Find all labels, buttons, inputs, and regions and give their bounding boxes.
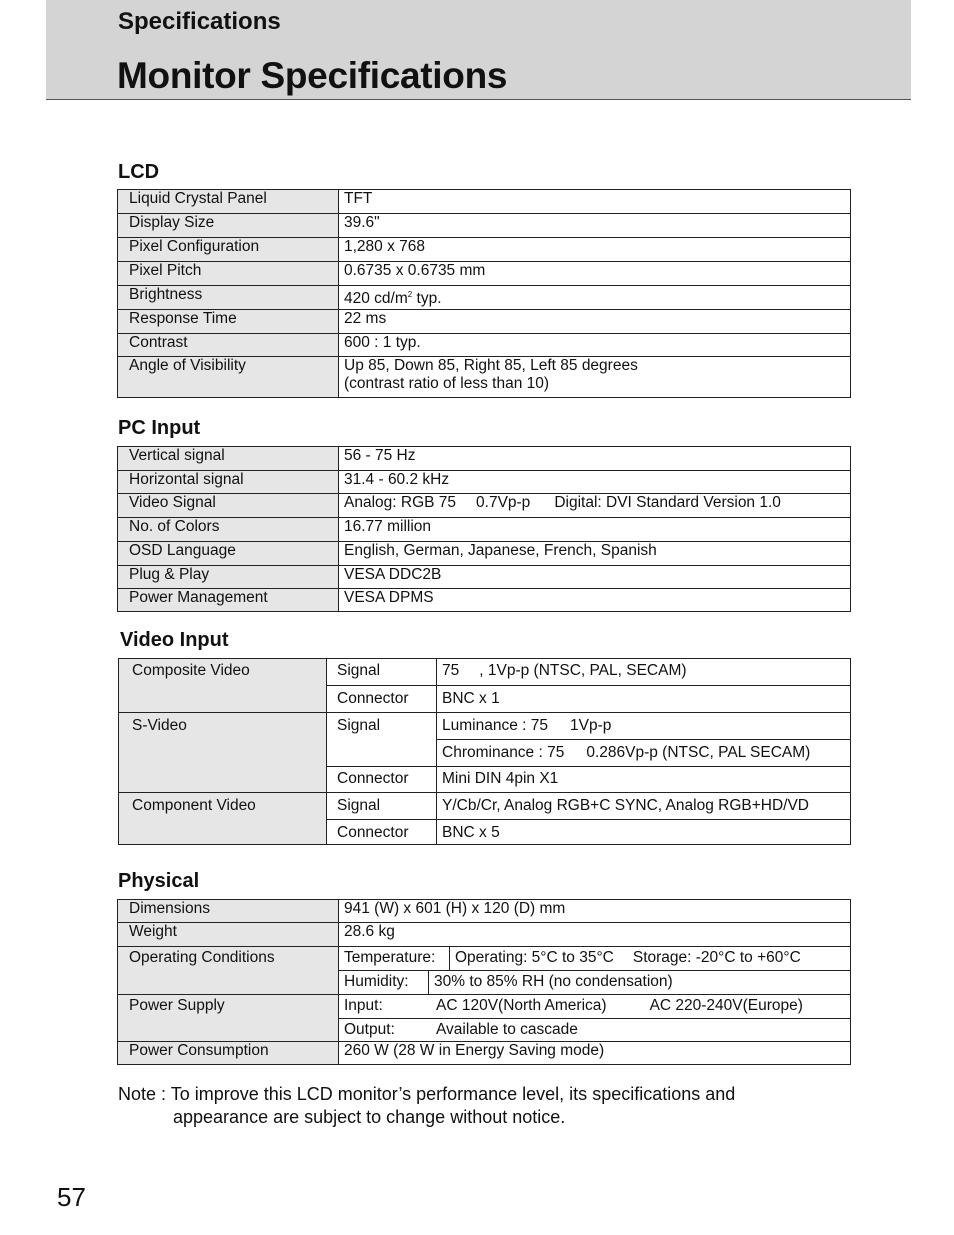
note-line-1: Note : To improve this LCD monitor’s performance level, its specifications and <box>118 1084 736 1104</box>
row-value: 39.6" <box>339 214 851 238</box>
table-row <box>118 1042 851 1065</box>
row-value: 22 ms <box>339 310 851 334</box>
power-consumption-value: 260 W (28 W in Energy Saving mode) <box>339 1042 851 1065</box>
humidity-value: 30% to 85% RH (no condensation) <box>429 971 851 995</box>
row-label: Brightness <box>118 286 339 310</box>
table-row <box>118 214 851 238</box>
row-label: Display Size <box>118 214 339 238</box>
row-value: 16.77 million <box>339 518 851 542</box>
chrominance-impedance: Chrominance : 75 <box>442 744 565 761</box>
row-label: Liquid Crystal Panel <box>118 190 339 214</box>
dimensions-value: 941 (W) x 601 (H) x 120 (D) mm <box>339 900 851 923</box>
chrominance-spec: 0.286Vp-p (NTSC, PAL SECAM) <box>586 744 811 761</box>
pc-input-heading: PC Input <box>118 417 201 439</box>
table-row <box>118 900 851 923</box>
row-label: Video Signal <box>118 494 339 518</box>
table-row <box>118 518 851 542</box>
row-label: Horizontal signal <box>118 471 339 494</box>
weight-value: 28.6 kg <box>339 923 851 947</box>
table-row <box>118 589 851 612</box>
row-label: OSD Language <box>118 542 339 566</box>
lcd-heading: LCD <box>118 161 160 183</box>
video-signal-digital: Digital: DVI Standard Version 1.0 <box>554 494 781 511</box>
row-label: Pixel Pitch <box>118 262 339 286</box>
row-value <box>339 357 851 398</box>
row-value: 56 - 75 Hz <box>339 447 851 471</box>
brightness-suffix: typ. <box>412 290 442 308</box>
temperature-label: Temperature: <box>339 947 450 971</box>
component-signal-value: Y/Cb/Cr, Analog RGB+C SYNC, Analog RGB+HD/VD <box>437 793 851 820</box>
row-label: Power Management <box>118 589 339 612</box>
physical-heading: Physical <box>118 870 200 892</box>
composite-signal-spec: , 1Vp-p (NTSC, PAL, SECAM) <box>479 662 687 679</box>
output-value: Available to cascade <box>436 1021 578 1038</box>
composite-connector-value: BNC x 1 <box>437 686 851 713</box>
video-signal-vpp: 0.7Vp-p <box>476 494 531 511</box>
weight-label: Weight <box>118 923 339 947</box>
output-label: Output: <box>344 1021 395 1038</box>
input-north-america: AC 120V(North America) <box>436 997 607 1014</box>
row-value: 31.4 - 60.2 kHz <box>339 471 851 494</box>
video-input-table <box>118 658 851 845</box>
table-row <box>118 334 851 357</box>
s-video-label: S-Video <box>119 713 327 793</box>
row-value: VESA DDC2B <box>339 566 851 589</box>
row-value: 0.6735 x 0.6735 mm <box>339 262 851 286</box>
component-video-label: Component Video <box>119 793 327 845</box>
temperature-storage: Storage: -20°C to +60°C <box>632 949 801 966</box>
table-row <box>118 310 851 334</box>
operating-conditions-label: Operating Conditions <box>118 947 339 995</box>
dimensions-label: Dimensions <box>118 900 339 923</box>
composite-video-label: Composite Video <box>119 659 327 713</box>
humidity-label: Humidity: <box>339 971 429 995</box>
signal-label: Signal <box>327 713 437 767</box>
note <box>118 1083 735 1129</box>
row-value: TFT <box>339 190 851 214</box>
row-label: No. of Colors <box>118 518 339 542</box>
composite-signal-value <box>437 659 851 686</box>
lcd-table <box>117 189 851 398</box>
luminance-value <box>437 713 851 740</box>
note-line-2: appearance are subject to change without notice. <box>173 1107 566 1127</box>
power-supply-label: Power Supply <box>118 995 339 1042</box>
table-row <box>119 713 851 740</box>
row-value <box>339 286 851 310</box>
table-row <box>118 947 851 971</box>
luminance-impedance: Luminance : 75 <box>442 717 548 734</box>
connector-label: Connector <box>327 820 437 845</box>
row-label: Response Time <box>118 310 339 334</box>
power-input-value <box>339 995 851 1019</box>
input-label: Input: <box>344 997 383 1014</box>
table-row <box>118 238 851 262</box>
brightness-value: 420 cd/m <box>344 290 408 308</box>
row-value: English, German, Japanese, French, Spanish <box>339 542 851 566</box>
table-row <box>118 542 851 566</box>
table-row <box>118 447 851 471</box>
video-signal-analog: Analog: RGB 75 <box>344 494 457 511</box>
signal-label: Signal <box>327 659 437 686</box>
section-kicker: Specifications <box>118 8 281 35</box>
chrominance-value <box>437 740 851 767</box>
brightness-superscript: 2 <box>407 290 413 299</box>
row-label: Pixel Configuration <box>118 238 339 262</box>
table-row <box>119 659 851 686</box>
angle-value-line2: (contrast ratio of less than 10) <box>344 375 550 392</box>
page-number: 57 <box>57 1182 86 1212</box>
signal-label: Signal <box>327 793 437 820</box>
power-consumption-label: Power Consumption <box>118 1042 339 1065</box>
row-label: Plug & Play <box>118 566 339 589</box>
table-row <box>118 923 851 947</box>
angle-value-line1: Up 85, Down 85, Right 85, Left 85 degrees <box>344 357 638 374</box>
table-row <box>118 262 851 286</box>
row-value <box>339 494 851 518</box>
table-row <box>118 286 851 310</box>
table-row <box>118 471 851 494</box>
power-output-value <box>339 1019 851 1042</box>
input-europe: AC 220-240V(Europe) <box>649 997 803 1014</box>
temperature-operating: Operating: 5°C to 35°C <box>455 949 614 966</box>
table-row <box>118 494 851 518</box>
row-label: Vertical signal <box>118 447 339 471</box>
component-connector-value: BNC x 5 <box>437 820 851 845</box>
table-row <box>118 566 851 589</box>
page-title: Monitor Specifications <box>117 55 508 96</box>
row-value: 600 : 1 typ. <box>339 334 851 357</box>
table-row <box>118 995 851 1019</box>
s-video-connector-value: Mini DIN 4pin X1 <box>437 767 851 793</box>
connector-label: Connector <box>327 686 437 713</box>
composite-impedance: 75 <box>442 662 460 679</box>
table-row <box>118 190 851 214</box>
temperature-value <box>450 947 851 971</box>
connector-label: Connector <box>327 767 437 793</box>
row-value: VESA DPMS <box>339 589 851 612</box>
row-value: 1,280 x 768 <box>339 238 851 262</box>
table-row <box>119 793 851 820</box>
video-input-heading: Video Input <box>120 629 229 651</box>
table-row <box>118 357 851 398</box>
row-label: Contrast <box>118 334 339 357</box>
row-label: Angle of Visibility <box>118 357 339 398</box>
pc-input-table <box>117 446 851 612</box>
luminance-vpp: 1Vp-p <box>570 717 612 734</box>
physical-table <box>117 899 851 1065</box>
